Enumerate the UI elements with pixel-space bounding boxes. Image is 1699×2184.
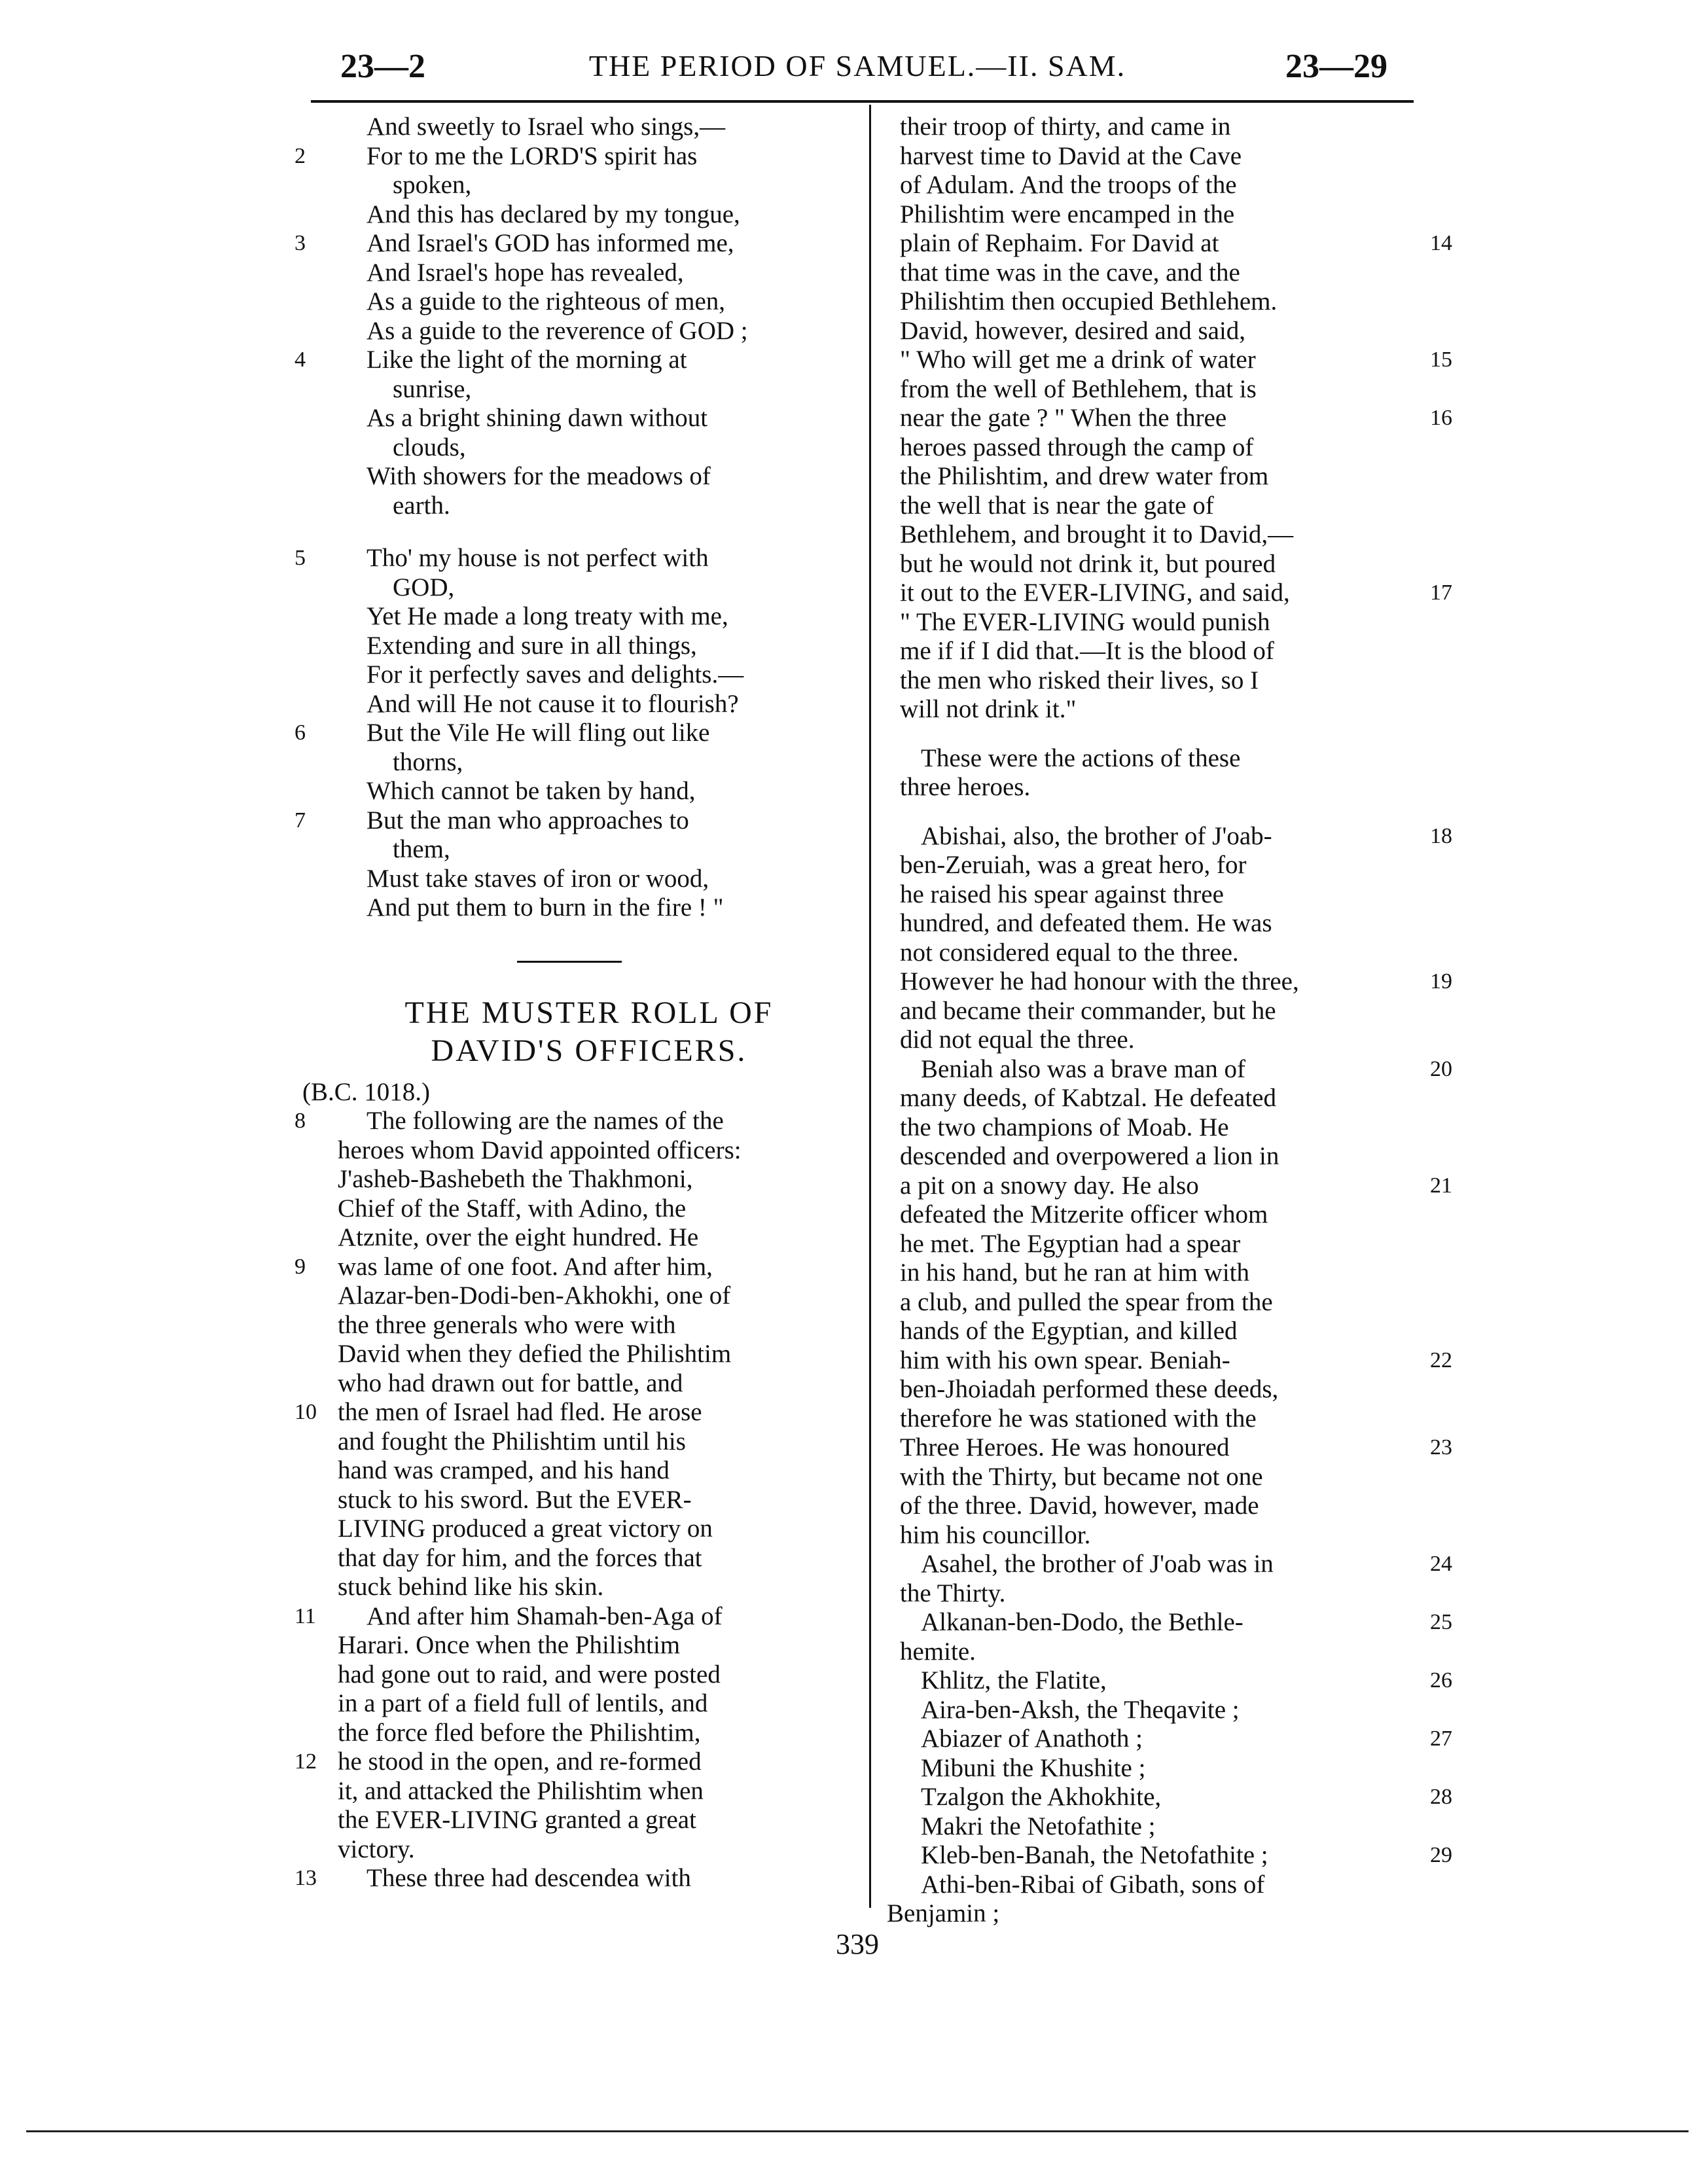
line-text: them, [393,835,450,863]
text-line [295,375,857,404]
text-line [874,1230,1463,1259]
text-line [874,1608,1463,1638]
text-line [295,573,857,603]
text-line [874,433,1463,463]
text-line [295,602,857,632]
line-text: These three had descendea with [367,1864,691,1892]
line-text: victory. [338,1835,415,1863]
line-text: Yet He made a long treaty with me, [367,602,728,630]
line-text: Three Heroes. He was honoured [900,1433,1230,1461]
section-title [295,994,857,1070]
text-line [874,1899,1463,1929]
text-line [295,544,857,573]
line-text: therefore he was stationed with the [900,1404,1257,1433]
line-text: the three generals who were with [338,1310,676,1339]
line-text: J'asheb-Bashebeth the Thakhmoni, [338,1165,693,1193]
text-line [295,433,857,463]
line-text: the two champions of Moab. He [900,1113,1229,1141]
line-text: three heroes. [900,773,1031,801]
line-text: Philishtim were encamped in the [900,200,1235,228]
line-text: the force fled before the Philishtim, [338,1718,701,1747]
line-text: Bethlehem, and brought it to David,— [900,520,1294,548]
text-line [295,1223,857,1253]
text-line [874,1754,1463,1783]
text-line [874,1375,1463,1405]
text-line [874,1026,1463,1055]
text-line [295,1311,857,1340]
stanza-gap [874,725,1463,744]
line-text: Extending and sure in all things, [367,631,697,660]
line-text: Which cannot be taken by hand, [367,777,696,805]
verse-number: 6 [295,721,306,745]
text-line [874,880,1463,910]
text-line [874,773,1463,802]
verse-number: 21 [1430,1173,1452,1198]
line-text: had gone out to raid, and were posted [338,1660,721,1689]
verse-number: 11 [295,1603,316,1628]
verse-number: 4 [295,348,306,372]
poem-block [295,113,857,923]
line-text: who had drawn out for battle, and [338,1369,683,1397]
scan-edge-line [26,2130,1689,2132]
text-line [874,200,1463,230]
line-text: And this has declared by my tongue, [367,200,740,228]
line-text: heroes passed through the camp of [900,433,1254,461]
verse-number: 18 [1430,823,1452,848]
line-text: in a part of a field full of lentils, and [338,1689,708,1717]
line-text: hands of the Egyptian, and killed [900,1317,1238,1345]
text-line [874,1172,1463,1201]
verse-number: 15 [1430,348,1452,372]
text-line [295,1689,857,1719]
line-text: As a guide to the righteous of men, [367,287,726,315]
text-line [295,1544,857,1573]
line-text: GOD, [393,573,455,601]
line-text: it, and attacked the Philishtim when [338,1776,704,1805]
line-text: the men of Israel had fled. He arose [338,1398,702,1426]
text-line [874,1492,1463,1521]
line-text: Makri the Netofathite ; [921,1812,1156,1840]
line-text: Abishai, also, the brother of J'oab- [921,821,1272,850]
line-text: The following are the names of the [367,1107,724,1135]
line-text: and became their commander, but he [900,996,1276,1025]
text-line [295,748,857,778]
verse-number: 8 [295,1109,306,1133]
line-text: But the man who approaches to [367,806,689,834]
text-line [295,1864,857,1893]
verse-number: 13 [295,1866,317,1890]
text-line [295,660,857,690]
line-text: him with his own spear. Beniah- [900,1346,1230,1374]
text-line [295,1136,857,1166]
text-line [874,317,1463,346]
line-text: Alkanan-ben-Dodo, the Bethle- [921,1608,1243,1636]
line-text: David when they defied the Philishtim [338,1340,732,1368]
text-line [295,1486,857,1515]
line-text: the Thirty. [900,1579,1006,1607]
text-line [295,893,857,923]
line-text: with the Thirty, but became not one [900,1462,1263,1491]
line-text: stuck to his sword. But the EVER- [338,1485,692,1514]
text-line [874,1666,1463,1696]
text-line [874,229,1463,259]
line-text: Like the light of the morning at [367,346,687,374]
text-line [874,1433,1463,1463]
date-note: (B.C. 1018.) [302,1077,430,1106]
text-line [295,1253,857,1282]
line-text: a club, and pulled the spear from the [900,1287,1273,1316]
line-text: However he had honour with the three, [900,967,1299,995]
text-line [295,1514,857,1544]
line-text: Tzalgon the Akhokhite, [921,1783,1162,1811]
text-line [874,346,1463,375]
line-text: a pit on a snowy day. He also [900,1171,1199,1200]
line-text: Chief of the Staff, with Adino, the [338,1194,687,1223]
line-text: descended and overpowered a lion in [900,1142,1279,1170]
text-line [874,1812,1463,1842]
text-line [295,632,857,661]
line-text: Asahel, the brother of J'oab was in [921,1550,1274,1578]
text-line [874,1055,1463,1084]
line-text: ben-Zeruiah, was a great hero, for [900,851,1247,879]
line-text: it out to the EVER-LIVING, and said, [900,579,1290,607]
line-text: And sweetly to Israel who sings,— [367,113,726,141]
text-line [874,744,1463,774]
text-line [874,462,1463,492]
text-line [874,1725,1463,1754]
line-text: their troop of thirty, and came in [900,113,1231,141]
text-line [874,1113,1463,1143]
line-text: in his hand, but he ran at him with [900,1259,1250,1287]
line-text: Harari. Once when the Philishtim [338,1631,681,1659]
text-line [295,492,857,521]
text-line [874,1521,1463,1550]
line-text: These were the actions of these [921,743,1241,772]
chapter-verse-start: 23—2 [340,48,425,85]
text-line [295,1107,857,1136]
text-line [295,229,857,259]
text-line [874,113,1463,142]
line-text: sunrise, [393,374,472,403]
text-line [295,1631,857,1660]
text-line [295,865,857,894]
text-line [295,259,857,288]
text-line [874,637,1463,666]
line-text: of Adulam. And the troops of the [900,171,1237,199]
text-line [295,777,857,806]
text-line [295,1835,857,1865]
line-text: of the three. David, however, made [900,1492,1259,1520]
text-line [874,909,1463,939]
text-line [295,1369,857,1399]
text-line [874,1084,1463,1113]
text-line [874,1405,1463,1434]
line-text: from the well of Bethlehem, that is [900,374,1257,403]
line-text: With showers for the meadows of [367,462,711,490]
text-line [295,835,857,865]
left-column [295,113,857,1893]
text-line [295,404,857,433]
line-text: harvest time to David at the Cave [900,141,1242,170]
text-line [874,1841,1463,1871]
line-text: Beniah also was a brave man of [921,1054,1245,1083]
text-line [874,1783,1463,1812]
text-line [295,1165,857,1194]
column-divider [869,105,871,1908]
text-line [295,1573,857,1602]
verse-number: 16 [1430,406,1452,430]
verse-number: 26 [1430,1668,1452,1692]
line-text: was lame of one foot. And after him, [338,1252,713,1281]
text-line [295,1427,857,1457]
chapter-verse-end: 23—29 [1285,48,1387,85]
text-line [874,492,1463,521]
line-text: will not drink it." [900,695,1077,723]
line-text: spoken, [393,171,472,199]
line-text: Philishtim then occupied Bethlehem. [900,287,1278,315]
line-text: the Philishtim, and drew water from [900,462,1269,490]
text-line [874,851,1463,880]
line-text: many deeds, of Kabtzal. He defeated [900,1084,1276,1112]
verse-number: 19 [1430,969,1452,994]
verse-number: 29 [1430,1843,1452,1867]
text-line [295,1602,857,1632]
text-line [295,317,857,346]
text-line [295,346,857,375]
line-text: Kleb-ben-Banah, the Netofathite ; [921,1841,1268,1869]
verse-number: 7 [295,808,306,832]
line-text: As a bright shining dawn without [367,404,708,432]
verse-number: 28 [1430,1785,1452,1809]
line-text: stuck behind like his skin. [338,1573,604,1601]
section-title-line-2: DAVID'S OFFICERS. [431,1033,747,1068]
verse-number: 10 [295,1400,317,1424]
text-line [874,967,1463,997]
text-line [874,287,1463,317]
stanza-gap [874,802,1463,822]
stanza-gap [295,520,857,544]
line-text: " Who will get me a drink of water [900,346,1256,374]
text-line [874,259,1463,288]
verse-number: 14 [1430,231,1452,255]
line-text: he raised his spear against three [900,880,1224,908]
page-number: 339 [836,1928,879,1960]
text-line [874,822,1463,851]
text-line [295,142,857,171]
running-head [308,47,1407,93]
line-text: the men who risked their lives, so I [900,666,1259,694]
line-text: Abiazer of Anathoth ; [921,1725,1143,1753]
text-line [295,200,857,230]
line-text: hemite. [900,1637,976,1666]
line-text: but he would not drink it, but poured [900,549,1276,578]
line-text: And Israel's hope has revealed, [367,258,684,287]
line-text: Tho' my house is not perfect with [367,544,709,572]
line-text: David, however, desired and said, [900,316,1246,345]
text-line [295,1340,857,1369]
line-text: ben-Jhoiadah performed these deeds, [900,1375,1279,1403]
line-text: hundred, and defeated them. He was [900,909,1272,937]
line-text: Khlitz, the Flatite, [921,1666,1107,1694]
text-line [295,171,857,200]
line-text: As a guide to the reverence of GOD ; [367,316,748,345]
text-line [874,1288,1463,1317]
line-text: LIVING produced a great victory on [338,1514,713,1543]
line-text: not considered equal to the three. [900,938,1239,967]
line-text: Mibuni the Khushite ; [921,1753,1146,1782]
text-line [874,608,1463,637]
line-text: he stood in the open, and re-formed [338,1747,702,1776]
text-line [874,520,1463,550]
verse-number: 12 [295,1749,317,1774]
line-text: But the Vile He will fling out like [367,719,710,747]
text-line [874,550,1463,579]
text-line [874,171,1463,200]
text-line [295,1194,857,1224]
text-line [295,113,857,142]
text-line [295,1660,857,1690]
text-line [295,806,857,836]
text-line [874,1696,1463,1725]
line-text: Aira-ben-Aksh, the Theqavite ; [921,1695,1240,1724]
text-line [874,579,1463,608]
line-text: " The EVER-LIVING would punish [900,607,1270,636]
line-text: the well that is near the gate of [900,491,1214,520]
line-text: And Israel's GOD has informed me, [367,229,734,257]
verse-number: 22 [1430,1348,1452,1372]
text-line [874,1550,1463,1579]
section-title-line-1: THE MUSTER ROLL OF [404,995,774,1030]
text-line [295,690,857,719]
line-text: And after him Shamah-ben-Aga of [367,1602,723,1630]
text-line [874,1871,1463,1900]
text-line [295,1398,857,1427]
text-line [295,1456,857,1486]
line-text: earth. [393,491,450,520]
text-line [874,404,1463,433]
line-text: Must take staves of iron or wood, [367,864,709,893]
line-text: the EVER-LIVING granted a great [338,1806,696,1834]
verse-number: 23 [1430,1435,1452,1459]
text-line [295,719,857,748]
line-text: Athi-ben-Ribai of Gibath, sons of [921,1870,1265,1899]
text-line [295,1281,857,1311]
text-line [295,462,857,492]
line-text: and fought the Philishtim until his [338,1427,686,1456]
line-text: he met. The Egyptian had a spear [900,1229,1241,1258]
verse-number: 3 [295,231,306,255]
line-text: For it perfectly saves and delights.— [367,660,744,689]
verse-number: 9 [295,1254,306,1279]
text-line [874,666,1463,696]
verse-number: 20 [1430,1056,1452,1081]
text-line [874,375,1463,404]
text-line [874,1200,1463,1230]
verse-number: 24 [1430,1552,1452,1576]
line-text: For to me the LORD'S spirit has [367,141,698,170]
text-line [874,1463,1463,1492]
text-line [874,997,1463,1026]
line-text: Benjamin ; [887,1899,1000,1927]
header-rule [311,100,1414,103]
verse-number: 17 [1430,581,1452,605]
right-column [874,113,1463,1929]
line-text: Alazar-ben-Dodi-ben-Akhokhi, one of [338,1281,731,1310]
text-line [874,1346,1463,1376]
line-text: heroes whom David appointed officers: [338,1136,742,1164]
text-line [295,287,857,317]
line-text: me if if I did that.—It is the blood of [900,637,1274,665]
text-line [874,1317,1463,1346]
section-divider [517,961,622,963]
text-line [874,695,1463,725]
text-line [295,1747,857,1777]
line-text: that day for him, and the forces that [338,1543,702,1572]
text-line [295,1719,857,1748]
text-line [874,1259,1463,1288]
line-text: that time was in the cave, and the [900,258,1240,287]
verse-number: 2 [295,143,306,168]
text-line [295,1777,857,1806]
line-text: Atznite, over the eight hundred. He [338,1223,699,1251]
line-text: And will He not cause it to flourish? [367,689,739,718]
line-text: thorns, [393,747,463,776]
line-text: defeated the Mitzerite officer whom [900,1200,1268,1228]
line-text: plain of Rephaim. For David at [900,229,1219,257]
prose-block [295,1107,857,1893]
line-text: near the gate ? " When the three [900,404,1227,432]
text-line [295,1806,857,1835]
line-text: clouds, [393,433,466,461]
line-text: And put them to burn in the fire ! " [367,893,724,922]
text-line [874,142,1463,171]
line-text: him his councillor. [900,1520,1091,1549]
verse-number: 27 [1430,1727,1452,1751]
verse-number: 5 [295,546,306,570]
line-text: hand was cramped, and his hand [338,1456,670,1484]
text-line [874,1142,1463,1172]
text-line [874,939,1463,968]
line-text: did not equal the three. [900,1026,1135,1054]
text-line [874,1579,1463,1609]
verse-number: 25 [1430,1610,1452,1634]
running-title: THE PERIOD OF SAMUEL.—II. SAM. [588,49,1126,82]
text-line [874,1638,1463,1667]
